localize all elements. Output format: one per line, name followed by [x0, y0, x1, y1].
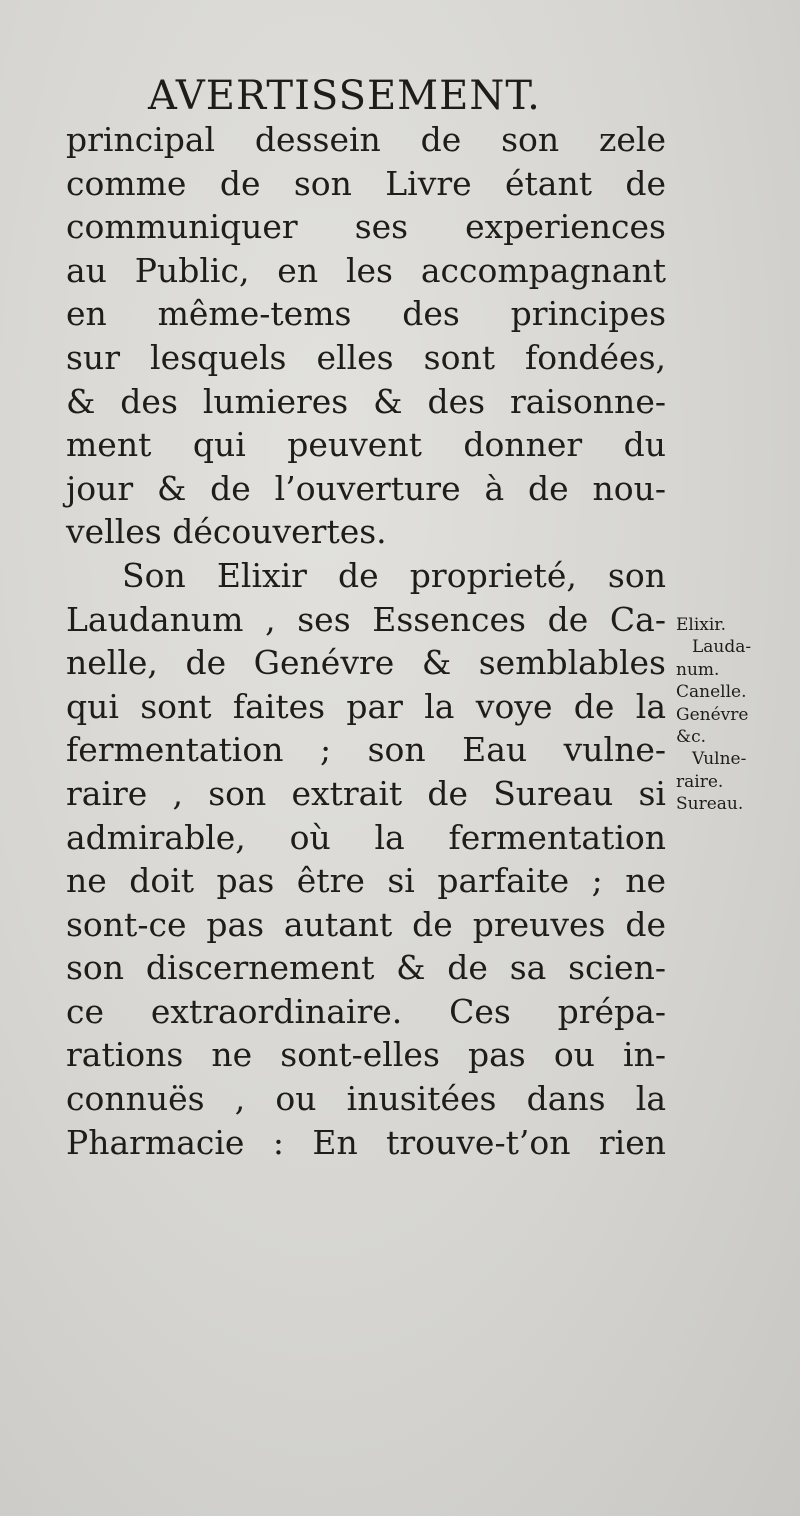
running-header: AVERTISSEMENT.: [148, 73, 541, 119]
margin-note: Genévre: [676, 704, 749, 725]
margin-note: num.: [676, 659, 720, 680]
text-line: son discernement & de sa scien-: [66, 948, 666, 988]
margin-note: Elixir.: [676, 615, 726, 635]
text-line: Pharmacie : En trouve-t’on rien: [66, 1122, 666, 1162]
margin-notes: [676, 614, 794, 816]
body-text: [66, 118, 666, 1164]
text-line: communiquer ses experiences: [66, 207, 666, 247]
margin-note: raire.: [676, 771, 724, 792]
text-line: Son Elixir de proprieté, son: [122, 555, 666, 595]
text-line: jour & de l’ouverture à de nou-: [66, 468, 666, 508]
text-line: fermentation ; son Eau vulne-: [66, 730, 666, 770]
margin-note: Canelle.: [676, 682, 747, 703]
text-line: Laudanum , ses Essences de Ca-: [66, 599, 666, 639]
text-line: sur lesquels elles sont fondées,: [66, 337, 666, 377]
text-line: ment qui peuvent donner du: [66, 425, 666, 465]
text-line: connuës , ou inusitées dans la: [66, 1079, 666, 1119]
text-line: nelle, de Genévre & semblables: [66, 643, 666, 683]
text-line: & des lumieres & des raisonne-: [66, 381, 666, 421]
text-line: ce extraordinaire. Ces prépa-: [66, 991, 666, 1031]
text-line: en même-tems des principes: [66, 294, 666, 334]
text-line: au Public, en les accompagnant: [66, 250, 666, 290]
margin-note: Sureau.: [676, 794, 744, 815]
text-line: rations ne sont-elles pas ou in-: [66, 1035, 666, 1075]
text-line: admirable, où la fermentation: [66, 817, 666, 857]
margin-note: Lauda-: [692, 637, 752, 658]
text-line: sont-ce pas autant de preuves de: [66, 904, 666, 944]
text-line: qui sont faites par la voye de la: [66, 686, 666, 726]
text-line: comme de son Livre étant de: [66, 163, 666, 203]
text-line: velles découvertes.: [66, 512, 387, 552]
margin-note: &c.: [676, 727, 707, 748]
text-line: principal dessein de son zele: [66, 120, 666, 159]
margin-note: Vulne-: [692, 749, 747, 770]
text-line: raire , son extrait de Sureau si: [66, 773, 666, 813]
text-line: ne doit pas être si parfaite ; ne: [66, 861, 666, 901]
